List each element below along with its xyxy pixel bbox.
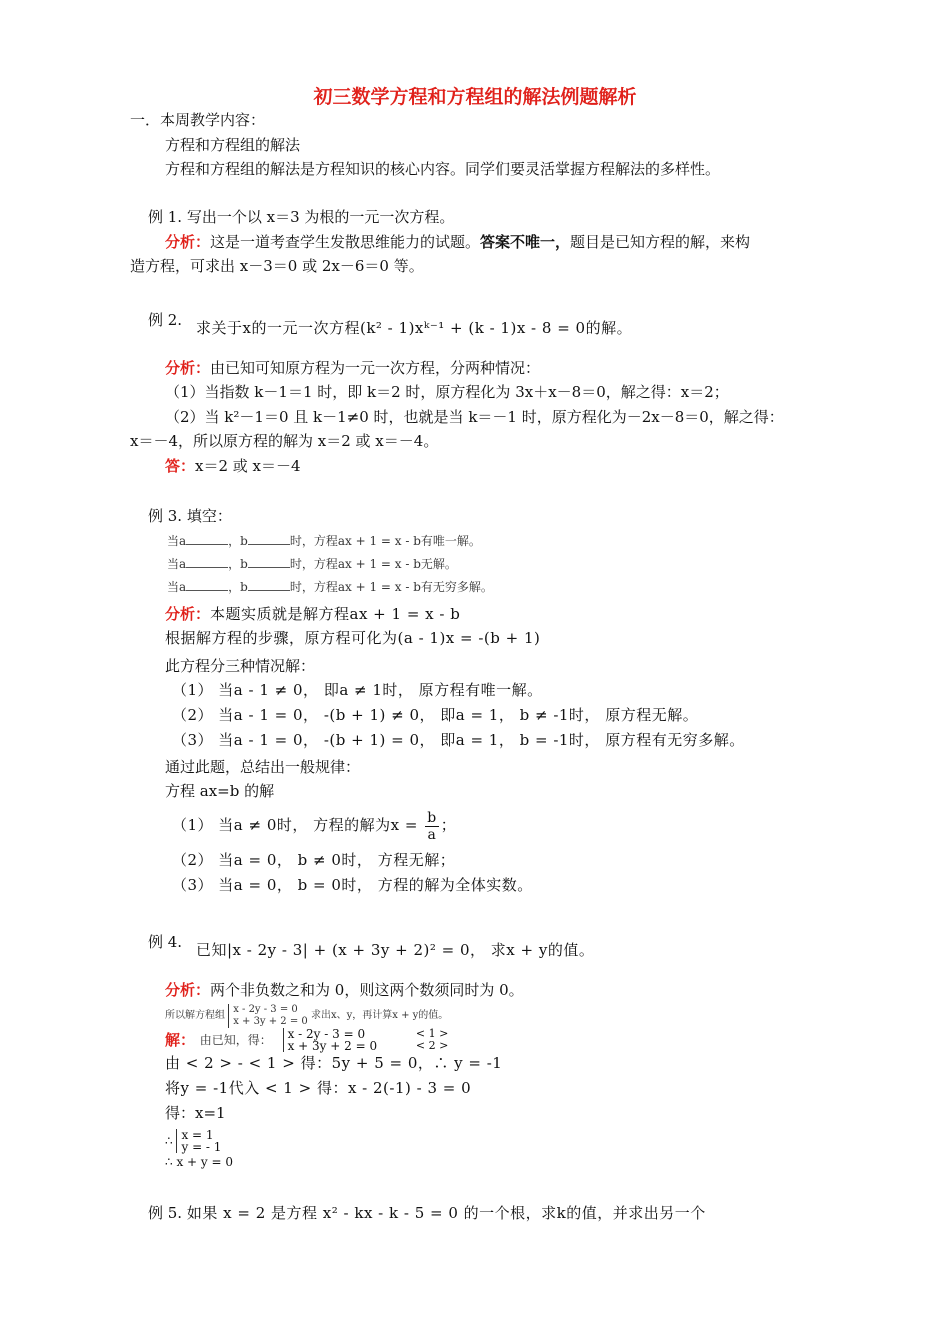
- example-1: [148, 207, 454, 227]
- fill-blank[interactable]: [186, 555, 228, 568]
- fill-blank[interactable]: [186, 578, 228, 591]
- analysis-text: 题目是已知方程的解，来构: [570, 233, 751, 251]
- fill-blank[interactable]: [248, 578, 290, 591]
- equation-system: x = 1 y = - 1: [176, 1129, 221, 1153]
- blank-line-3: 当a ，b 时，方程ax + 1 = x - b有无穷多解。: [167, 580, 493, 594]
- analysis-text: 这是一道考查学生发散思维能力的试题。: [210, 233, 481, 251]
- general-rule: 方程 ax=b 的解: [165, 782, 275, 800]
- example-question: 如果 x = 2 是方程 x² - kx - k - 5 = 0 的一个根，求k的值，并求出另一个: [186, 1204, 706, 1222]
- example-4-question: 已知|x - 2y - 3| + (x + 3y + 2)² = 0， 求x + y的值。: [196, 941, 595, 959]
- case-2: （2）当 k²－1＝0 且 k－1≠0 时，也就是当 k＝－1 时，原方程化为－2x－8＝0，解之得：: [165, 408, 784, 426]
- analysis-label: 分析：: [165, 605, 211, 623]
- example-5: [148, 1203, 706, 1223]
- analysis-continued: 造方程，可求出 x－3＝0 或 2x－6＝0 等。: [130, 257, 424, 275]
- case-1: （1）当指数 k－1＝1 时，即 k＝2 时，原方程化为 3x＋x－8＝0，解之得：x＝2；: [165, 383, 729, 401]
- case-3: （3） 当a - 1 = 0， -(b + 1) = 0， 即a = 1， b = -1时， 原方程有无穷多解。: [172, 731, 745, 749]
- page-title: 初三数学方程和方程组的解法例题解析: [313, 86, 637, 108]
- analysis-text: 本题实质就是解方程ax + 1 = x - b: [210, 605, 461, 623]
- result-system: ∴ x = 1 y = - 1: [165, 1128, 222, 1154]
- solution-step: 根据解方程的步骤，原方程可化为(a - 1)x = -(b + 1): [165, 629, 541, 647]
- case-2-continued: x＝－4，所以原方程的解为 x＝2 或 x＝－4。: [130, 432, 439, 450]
- section-intro: 方程和方程组的解法是方程知识的核心内容。同学们要灵活掌握方程解法的多样性。: [165, 160, 721, 178]
- fill-blank[interactable]: [248, 532, 290, 545]
- example-question: 填空：: [186, 507, 232, 525]
- example-1-analysis: [165, 232, 750, 252]
- solution-step: 将y = -1代入 < 1 > 得：x - 2(-1) - 3 = 0: [165, 1079, 472, 1097]
- fill-blank[interactable]: [186, 532, 228, 545]
- analysis-text: 由已知可知原方程为一元一次方程，分两种情况：: [210, 359, 541, 377]
- example-2-analysis: [165, 358, 540, 378]
- example-label: 例 1.: [148, 208, 183, 226]
- final-result: ∴ x + y = 0: [165, 1155, 233, 1169]
- example-question: 写出一个以 x＝3 为根的一元一次方程。: [186, 208, 455, 226]
- equation-tags: < 1 > < 2 >: [415, 1027, 449, 1052]
- example-label: 例 4.: [148, 933, 183, 951]
- section-topic: 方程和方程组的解法: [165, 136, 301, 154]
- solution: [165, 1027, 448, 1052]
- rule-3: （3） 当a = 0， b = 0时， 方程的解为全体实数。: [172, 876, 533, 894]
- case-2: （2） 当a - 1 = 0， -(b + 1) ≠ 0， 即a = 1， b ≠ -1时， 原方程无解。: [172, 706, 699, 724]
- example-3-analysis: [165, 604, 460, 624]
- equation-system: x - 2y - 3 = 0 x + 3y + 2 = 0: [283, 1028, 378, 1052]
- fill-blank[interactable]: [248, 555, 290, 568]
- solution-step: 得：x=1: [165, 1104, 226, 1122]
- summary: 通过此题，总结出一般规律：: [165, 758, 361, 776]
- analysis-label: 分析：: [165, 233, 211, 251]
- answer: [165, 456, 301, 476]
- rule-1: （1） 当a ≠ 0时， 方程的解为x = $\frac{b}{a}$ ；: [172, 809, 457, 843]
- section-heading: 一．本周教学内容：: [130, 111, 266, 129]
- method-note: 所以解方程组 x - 2y - 3 = 0 x + 3y + 2 = 0 求出x、y，再计算x + y的值。: [165, 1004, 449, 1027]
- example-4-analysis: [165, 980, 524, 1000]
- solution-label: 解：: [165, 1031, 196, 1049]
- solution-text: 由已知，得：: [199, 1033, 272, 1047]
- example-3: [148, 506, 232, 526]
- answer-label: 答：: [165, 457, 196, 475]
- example-2-question: 求关于x的一元一次方程(k² - 1)xᵏ⁻¹ + (k - 1)x - 8 = 0的解。: [196, 319, 633, 337]
- blank-line-1: 当a ，b 时，方程ax + 1 = x - b有唯一解。: [167, 534, 481, 548]
- example-label: 例 3.: [148, 507, 183, 525]
- equation-system: x - 2y - 3 = 0 x + 3y + 2 = 0: [228, 1004, 308, 1028]
- analysis-text: 两个非负数之和为 0，则这两个数须同时为 0。: [210, 981, 524, 999]
- analysis-emphasis: 答案不唯一，: [480, 233, 571, 251]
- analysis-label: 分析：: [165, 359, 211, 377]
- blank-line-2: 当a ，b 时，方程ax + 1 = x - b无解。: [167, 557, 457, 571]
- example-label: 例 5.: [148, 1204, 183, 1222]
- three-cases-intro: 此方程分三种情况解：: [165, 657, 316, 675]
- fraction: $\frac{b}{a}$: [427, 809, 437, 843]
- example-label: 例 2.: [148, 311, 183, 329]
- rule-2: （2） 当a = 0， b ≠ 0时， 方程无解；: [172, 851, 456, 869]
- solution-step: 由 < 2 > - < 1 > 得：5y + 5 = 0，∴ y = -1: [165, 1054, 503, 1072]
- case-1: （1） 当a - 1 ≠ 0， 即a ≠ 1时， 原方程有唯一解。: [172, 681, 543, 699]
- analysis-label: 分析：: [165, 981, 211, 999]
- answer-text: x＝2 或 x＝－4: [195, 457, 301, 475]
